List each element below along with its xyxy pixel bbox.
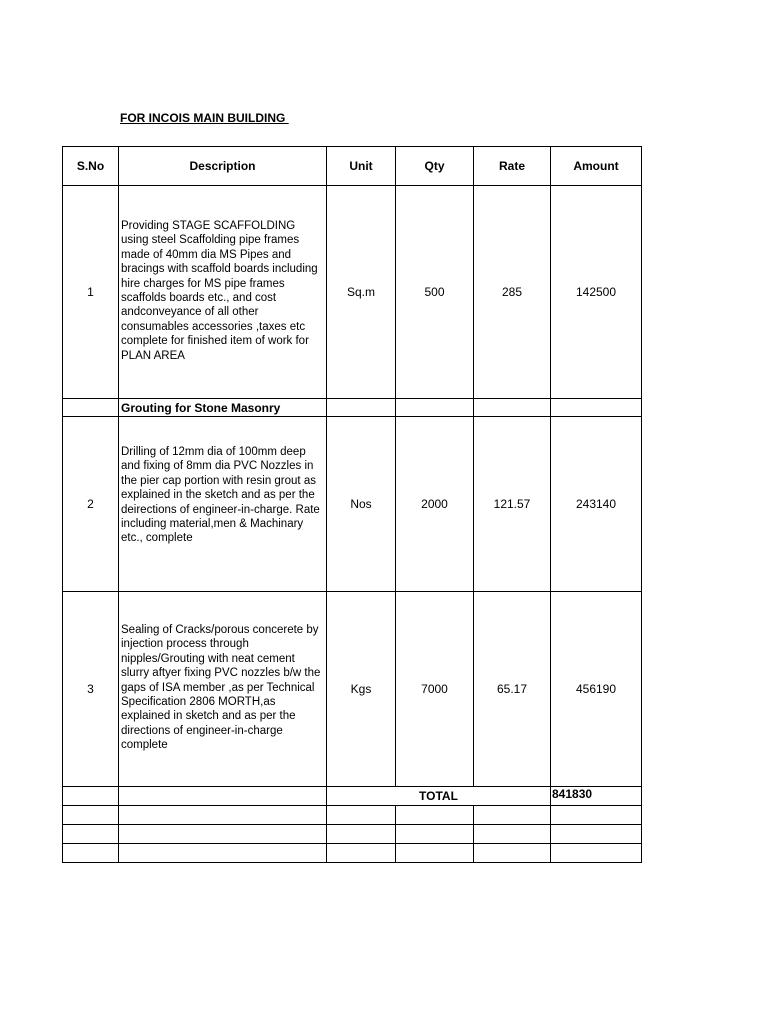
- cell-description: [119, 592, 327, 787]
- cell-qty: 7000: [396, 592, 474, 787]
- cell-sno: 2: [63, 417, 119, 592]
- cell-empty: [396, 806, 474, 825]
- total-value: 841830: [551, 787, 642, 806]
- table-row: [63, 186, 642, 399]
- cell-empty: [474, 399, 551, 417]
- cell-rate: 65.17: [474, 592, 551, 787]
- table-row: [63, 417, 642, 592]
- cell-rate: 285: [474, 186, 551, 399]
- cell-empty: [551, 844, 642, 863]
- header-rate: Rate: [474, 147, 551, 186]
- cell-empty: [474, 825, 551, 844]
- section-heading-row: [63, 399, 642, 417]
- cell-empty: [63, 399, 119, 417]
- empty-row: [63, 825, 642, 844]
- total-label: TOTAL: [327, 787, 551, 806]
- cell-description: [119, 186, 327, 399]
- section-heading: Grouting for Stone Masonry: [119, 399, 327, 417]
- cell-empty: [474, 806, 551, 825]
- cell-empty: [327, 825, 396, 844]
- cell-empty: [474, 844, 551, 863]
- cell-amount: 456190: [551, 592, 642, 787]
- cell-amount: 142500: [551, 186, 642, 399]
- header-unit: Unit: [327, 147, 396, 186]
- cell-empty: [63, 825, 119, 844]
- cell-unit: Sq.m: [327, 186, 396, 399]
- cell-empty: [63, 806, 119, 825]
- cell-sno: 1: [63, 186, 119, 399]
- cell-empty: [327, 806, 396, 825]
- cell-empty: [396, 844, 474, 863]
- cell-empty: [119, 825, 327, 844]
- cell-amount: 243140: [551, 417, 642, 592]
- cell-unit: Kgs: [327, 592, 396, 787]
- empty-row: [63, 806, 642, 825]
- cell-description: [119, 417, 327, 592]
- header-row: [63, 147, 642, 186]
- cell-empty: [327, 844, 396, 863]
- description-text: Sealing of Cracks/porous concerete by injection process through nipples/Grouting with neat cement slurry aftyer fixing PVC nozzles b/w the gaps of ISA member ,as per Technical Specification 2806 MORTH,as explained in sketch and as per the directions of engineer-in-charge complete: [121, 624, 321, 752]
- empty-row: [63, 844, 642, 863]
- table-row: [63, 592, 642, 787]
- cell-sno: 3: [63, 592, 119, 787]
- header-description: Description: [119, 147, 327, 186]
- header-qty: Qty: [396, 147, 474, 186]
- cell-empty: [119, 844, 327, 863]
- cell-empty: [63, 844, 119, 863]
- cell-empty: [63, 787, 119, 806]
- cell-rate: 121.57: [474, 417, 551, 592]
- cell-empty: [396, 825, 474, 844]
- description-text: Providing STAGE SCAFFOLDING using steel Scaffolding pipe frames made of 40mm dia MS Pipes and bracings with scaffold boards including hire charges for MS pipe frames scaffolds boards etc., and cost andconveyance of all other consumables accessories ,taxes etc complete for finished item of work for PLAN AREA: [121, 220, 318, 362]
- cell-empty: [551, 806, 642, 825]
- cell-empty: [119, 787, 327, 806]
- cell-unit: Nos: [327, 417, 396, 592]
- cell-empty: [396, 399, 474, 417]
- page-title: FOR INCOIS MAIN BUILDING: [120, 111, 289, 125]
- total-row: [63, 787, 642, 806]
- cell-empty: [119, 806, 327, 825]
- cell-empty: [327, 399, 396, 417]
- boq-table: [62, 146, 642, 863]
- cell-qty: 500: [396, 186, 474, 399]
- description-text: Drilling of 12mm dia of 100mm deep and fixing of 8mm dia PVC Nozzles in the pier cap portion with resin grout as explained in the sketch and as per the deirections of engineer-in-charge. Rate including material,men & Machinary etc., complete: [121, 446, 320, 545]
- header-sno: S.No: [63, 147, 119, 186]
- header-amount: Amount: [551, 147, 642, 186]
- cell-qty: 2000: [396, 417, 474, 592]
- cell-empty: [551, 825, 642, 844]
- cell-empty: [551, 399, 642, 417]
